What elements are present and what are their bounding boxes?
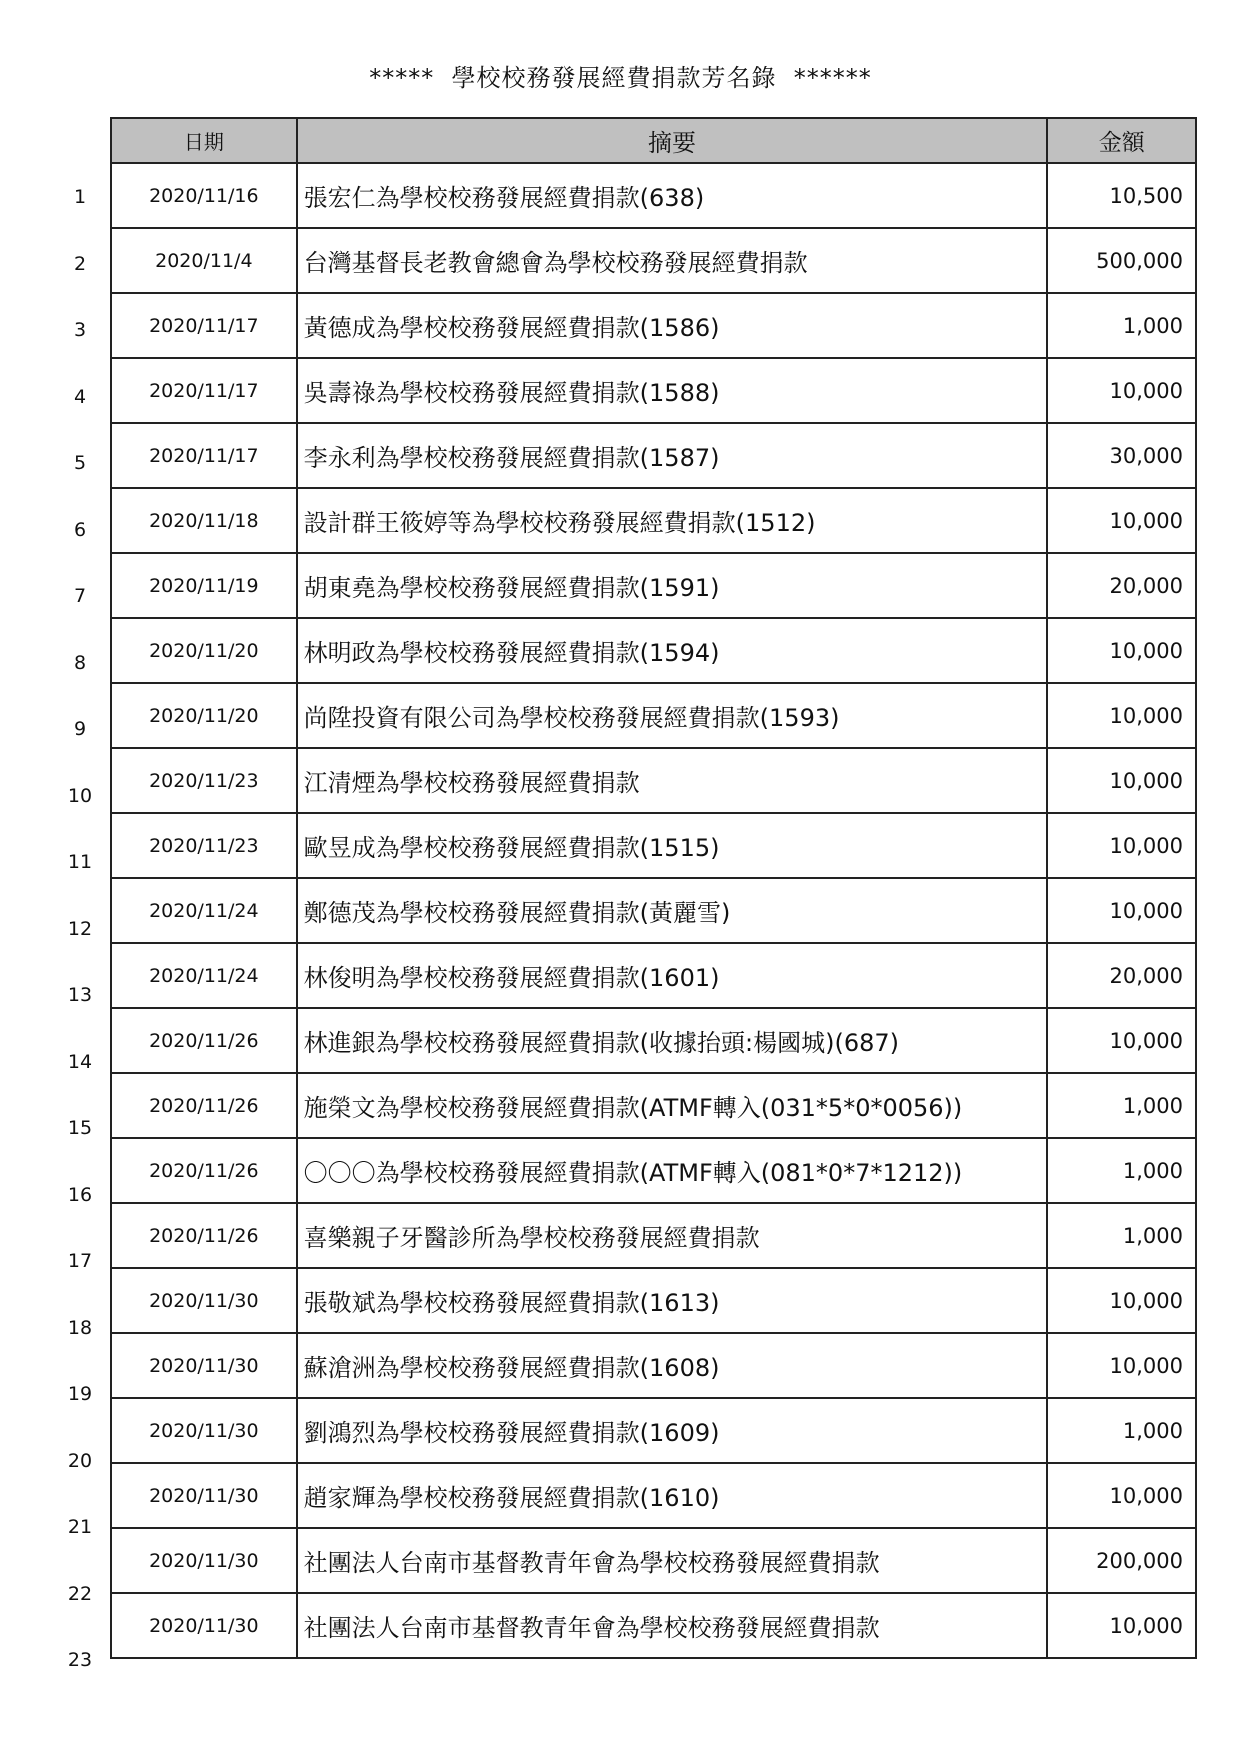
row-number: 15	[67, 1117, 93, 1139]
row-date: 2020/11/26	[111, 1008, 297, 1073]
row-date: 2020/11/30	[111, 1463, 297, 1528]
row-amount: 30,000	[1047, 423, 1196, 488]
table-row	[111, 1138, 1196, 1203]
donation-table	[110, 117, 1197, 1659]
row-number: 17	[67, 1250, 93, 1272]
table-row	[111, 1593, 1196, 1658]
row-date: 2020/11/26	[111, 1203, 297, 1268]
row-amount: 1,000	[1047, 1203, 1196, 1268]
row-number: 13	[67, 984, 93, 1006]
row-amount: 10,000	[1047, 1268, 1196, 1333]
table-row	[111, 1203, 1196, 1268]
table-row	[111, 488, 1196, 553]
row-number: 8	[73, 651, 87, 674]
row-number: 2	[73, 252, 87, 275]
table-header-row	[111, 118, 1196, 163]
row-summary: 劉鴻烈為學校校務發展經費捐款(1609)	[297, 1398, 1048, 1463]
row-amount: 1,000	[1047, 293, 1196, 358]
row-date: 2020/11/20	[111, 618, 297, 683]
table-row	[111, 1463, 1196, 1528]
row-date: 2020/11/20	[111, 683, 297, 748]
row-number: 11	[67, 851, 93, 873]
row-amount: 10,000	[1047, 358, 1196, 423]
row-amount: 20,000	[1047, 943, 1196, 1008]
row-amount: 500,000	[1047, 228, 1196, 293]
row-date: 2020/11/24	[111, 878, 297, 943]
table-row	[111, 683, 1196, 748]
row-number: 20	[67, 1449, 93, 1472]
row-date: 2020/11/4	[111, 228, 297, 293]
row-date: 2020/11/19	[111, 553, 297, 618]
row-summary: 胡東堯為學校校務發展經費捐款(1591)	[297, 553, 1048, 618]
row-date: 2020/11/30	[111, 1593, 297, 1658]
row-date: 2020/11/16	[111, 163, 297, 228]
row-number: 5	[73, 452, 87, 474]
row-amount: 1,000	[1047, 1138, 1196, 1203]
row-date: 2020/11/26	[111, 1138, 297, 1203]
row-date: 2020/11/30	[111, 1268, 297, 1333]
table-row	[111, 1398, 1196, 1463]
row-summary: 設計群王筱婷等為學校校務發展經費捐款(1512)	[297, 488, 1048, 553]
row-amount: 10,000	[1047, 618, 1196, 683]
row-summary: 林俊明為學校校務發展經費捐款(1601)	[297, 943, 1048, 1008]
row-summary: 黃德成為學校校務發展經費捐款(1586)	[297, 293, 1048, 358]
row-amount: 10,000	[1047, 813, 1196, 878]
row-amount: 10,000	[1047, 683, 1196, 748]
table-row	[111, 1268, 1196, 1333]
table-body	[111, 163, 1196, 1658]
row-summary: 施榮文為學校校務發展經費捐款(ATMF轉入(031*5*0*0056))	[297, 1073, 1048, 1138]
row-summary: 林進銀為學校校務發展經費捐款(收據抬頭:楊國城)(687)	[297, 1008, 1048, 1073]
row-summary: 江清煙為學校校務發展經費捐款	[297, 748, 1048, 813]
header-summary: 摘要	[297, 118, 1048, 163]
row-number: 18	[67, 1316, 93, 1339]
table-row	[111, 163, 1196, 228]
row-amount: 200,000	[1047, 1528, 1196, 1593]
table-row	[111, 813, 1196, 878]
row-number: 4	[73, 385, 87, 408]
table-row	[111, 943, 1196, 1008]
header-date: 日期	[111, 118, 297, 163]
row-number: 6	[73, 518, 87, 541]
row-amount: 10,000	[1047, 1008, 1196, 1073]
row-number: 10	[67, 784, 93, 807]
row-date: 2020/11/24	[111, 943, 297, 1008]
row-number-column	[40, 164, 120, 1694]
row-amount: 10,000	[1047, 1593, 1196, 1658]
row-amount: 10,000	[1047, 748, 1196, 813]
row-summary: 趙家輝為學校校務發展經費捐款(1610)	[297, 1463, 1048, 1528]
table-row	[111, 1073, 1196, 1138]
table-row	[111, 748, 1196, 813]
row-number: 12	[67, 917, 93, 940]
row-amount: 1,000	[1047, 1073, 1196, 1138]
row-summary: 張敬斌為學校校務發展經費捐款(1613)	[297, 1268, 1048, 1333]
row-date: 2020/11/30	[111, 1528, 297, 1593]
table-row	[111, 553, 1196, 618]
table-row	[111, 1008, 1196, 1073]
page-title: ***** 學校校務發展經費捐款芳名錄 ******	[369, 64, 872, 92]
row-number: 21	[67, 1516, 93, 1538]
row-number: 19	[67, 1383, 93, 1405]
row-amount: 20,000	[1047, 553, 1196, 618]
row-summary: 吳壽祿為學校校務發展經費捐款(1588)	[297, 358, 1048, 423]
row-amount: 10,000	[1047, 878, 1196, 943]
row-amount: 10,000	[1047, 488, 1196, 553]
table-row	[111, 1528, 1196, 1593]
row-summary: 社團法人台南市基督教青年會為學校校務發展經費捐款	[297, 1593, 1048, 1658]
header-amount: 金額	[1047, 118, 1196, 163]
row-amount: 10,000	[1047, 1333, 1196, 1398]
row-summary: 林明政為學校校務發展經費捐款(1594)	[297, 618, 1048, 683]
row-summary: 張宏仁為學校校務發展經費捐款(638)	[297, 163, 1048, 228]
row-number: 23	[67, 1649, 93, 1671]
row-summary: 尚陞投資有限公司為學校校務發展經費捐款(1593)	[297, 683, 1048, 748]
table-row	[111, 423, 1196, 488]
row-date: 2020/11/17	[111, 293, 297, 358]
table-row	[111, 1333, 1196, 1398]
row-summary: 社團法人台南市基督教青年會為學校校務發展經費捐款	[297, 1528, 1048, 1593]
row-summary: 喜樂親子牙醫診所為學校校務發展經費捐款	[297, 1203, 1048, 1268]
row-date: 2020/11/17	[111, 423, 297, 488]
row-number: 16	[67, 1183, 93, 1206]
row-date: 2020/11/23	[111, 748, 297, 813]
row-number: 3	[73, 319, 87, 341]
row-date: 2020/11/18	[111, 488, 297, 553]
row-number: 1	[73, 186, 87, 208]
row-amount: 10,000	[1047, 1463, 1196, 1528]
row-date: 2020/11/30	[111, 1333, 297, 1398]
row-number: 9	[73, 718, 87, 740]
row-number: 22	[67, 1582, 93, 1605]
table-row	[111, 228, 1196, 293]
row-summary: 歐昱成為學校校務發展經費捐款(1515)	[297, 813, 1048, 878]
table-row	[111, 358, 1196, 423]
row-amount: 1,000	[1047, 1398, 1196, 1463]
row-number: 7	[73, 585, 87, 607]
table-row	[111, 293, 1196, 358]
row-date: 2020/11/26	[111, 1073, 297, 1138]
row-date: 2020/11/17	[111, 358, 297, 423]
table-row	[111, 878, 1196, 943]
row-summary: 台灣基督長老教會總會為學校校務發展經費捐款	[297, 228, 1048, 293]
row-date: 2020/11/23	[111, 813, 297, 878]
row-amount: 10,500	[1047, 163, 1196, 228]
row-number: 14	[67, 1050, 93, 1073]
row-summary: 蘇滄洲為學校校務發展經費捐款(1608)	[297, 1333, 1048, 1398]
row-summary: 李永利為學校校務發展經費捐款(1587)	[297, 423, 1048, 488]
table-row	[111, 618, 1196, 683]
row-summary: 〇〇〇為學校校務發展經費捐款(ATMF轉入(081*0*7*1212))	[297, 1138, 1048, 1203]
row-summary: 鄭德茂為學校校務發展經費捐款(黃麗雪)	[297, 878, 1048, 943]
row-date: 2020/11/30	[111, 1398, 297, 1463]
